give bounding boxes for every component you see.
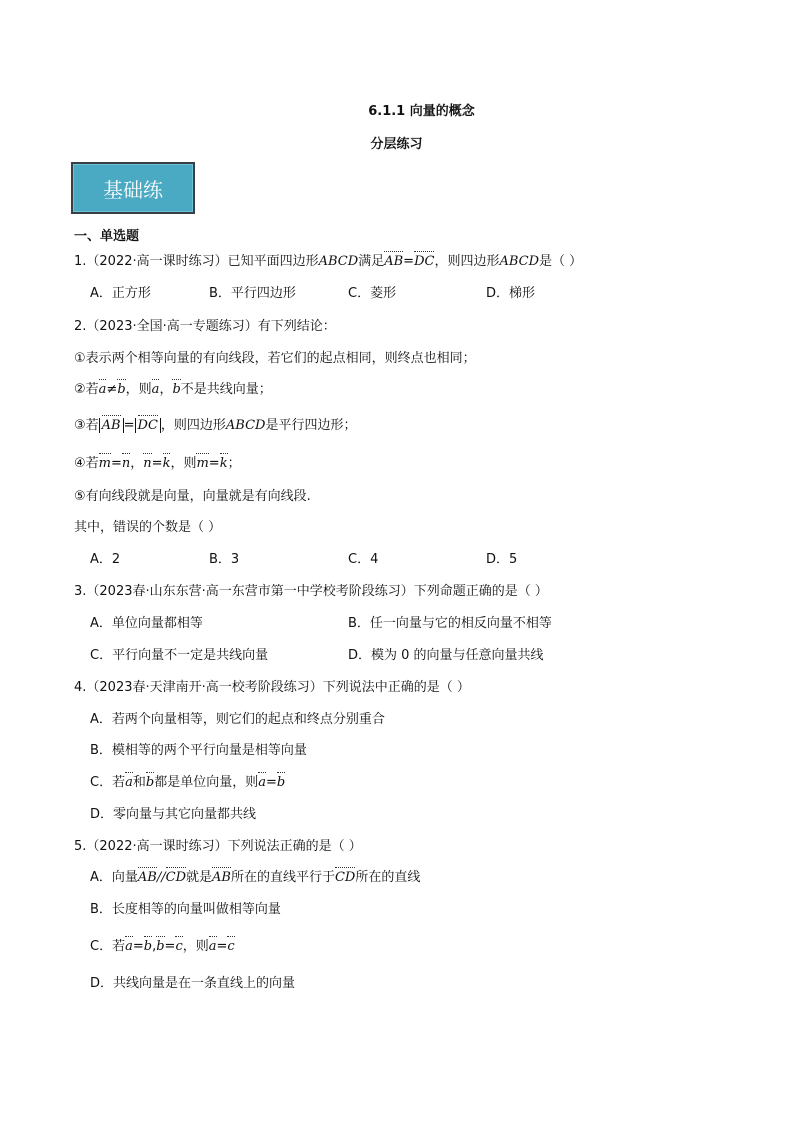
q2-statement-5: ⑤有向线段就是向量，向量就是有向线段. — [74, 489, 311, 504]
q2-s2-vector-a: a — [98, 382, 107, 397]
section-badge: 基础练 — [71, 162, 195, 214]
q2-statement-3 — [74, 414, 356, 433]
q5-c-vector-a: a — [125, 939, 133, 954]
q5-option-c[interactable] — [90, 935, 235, 954]
q5-option-d[interactable]: D．共线向量是在一条直线上的向量 — [90, 976, 296, 991]
q2-s3-quad-label: ABCD — [225, 418, 266, 433]
q2-s4-vector-n2: n — [143, 456, 152, 471]
q2-s4-comma: ， — [130, 456, 144, 471]
q2-s3-text-a: ③若 — [74, 418, 99, 433]
q2-s4-text-a: ④若 — [74, 456, 99, 471]
q1-option-a[interactable]: A．正方形 — [90, 286, 151, 301]
q2-s3-vector-ab: AB — [101, 418, 121, 433]
q1-text-mid: 满足 — [358, 254, 385, 269]
q4-c-text-a: C．若 — [90, 775, 126, 790]
q5-c-vector-c: c — [175, 939, 183, 954]
question-5-stem: 5.（2022·高一课时练习）下列说法正确的是（ ） — [74, 839, 362, 854]
q2-option-a[interactable]: A．2 — [90, 552, 121, 567]
page-subtitle: 分层练习 — [370, 137, 423, 152]
q2-s4-text-c: ； — [227, 456, 241, 471]
q1-vector-dc: DC — [414, 254, 435, 269]
q5-a-text-b: 就是 — [186, 870, 213, 885]
q5-c-vector-b2: b — [156, 939, 165, 954]
q5-a-text-c: 所在的直线平行于 — [230, 870, 335, 885]
q4-option-c[interactable] — [90, 771, 285, 790]
q4-option-a[interactable]: A．若两个向量相等，则它们的起点和终点分别重合 — [90, 712, 385, 727]
q2-option-b[interactable]: B．3 — [209, 552, 240, 567]
q1-quad-label: ABCD — [318, 254, 359, 269]
q2-s2-text-a: ②若 — [74, 382, 99, 397]
page-title: 6.1.1 向量的概念 — [368, 104, 475, 119]
q2-s3-abs-dc — [135, 418, 161, 433]
q2-s4-vector-n: n — [121, 456, 131, 471]
q2-s3-vector-dc: DC — [137, 418, 158, 433]
q2-s4-equals-2: = — [151, 456, 163, 471]
q2-s2-vector-a2: a — [151, 382, 160, 397]
q4-option-b[interactable]: B．模相等的两个平行向量是相等向量 — [90, 743, 307, 758]
q2-option-d[interactable]: D．5 — [486, 552, 518, 567]
q5-c-vector-b: b — [143, 939, 153, 954]
question-4-stem: 4.（2023春·天津南开·高一校考阶段练习）下列说法中正确的是（ ） — [74, 680, 470, 695]
q2-s4-vector-k2: k — [219, 456, 228, 471]
q5-c-equals-2: = — [164, 939, 176, 954]
q5-a-parallel: // — [156, 870, 166, 885]
q1-text-post: ，则四边形 — [434, 254, 500, 269]
q2-s3-text-b: ，则四边形 — [160, 418, 226, 433]
q1-equals: = — [403, 254, 415, 269]
q4-c-vector-b: b — [145, 775, 155, 790]
q3-option-b[interactable]: B．任一向量与它的相反向量不相等 — [348, 616, 552, 631]
q3-option-a[interactable]: A．单位向量都相等 — [90, 616, 203, 631]
q2-s2-not-equal: ≠ — [106, 382, 118, 397]
q4-c-vector-a: a — [125, 775, 133, 790]
q2-option-c[interactable]: C．4 — [348, 552, 379, 567]
q1-text-end: 是（ ） — [539, 254, 583, 269]
q3-option-c[interactable]: C．平行向量不一定是共线向量 — [90, 648, 269, 663]
q2-s3-equals: = — [123, 418, 135, 433]
q5-c-vector-a2: a — [208, 939, 217, 954]
q5-option-a[interactable] — [90, 866, 420, 885]
q1-option-c[interactable]: C．菱形 — [348, 286, 397, 301]
q5-a-vector-cd2: CD — [334, 870, 356, 885]
section-heading: 一、单选题 — [74, 229, 140, 244]
q2-s2-vector-b2: b — [172, 382, 181, 397]
q2-s4-equals-1: = — [110, 456, 122, 471]
q4-c-vector-a2: a — [258, 775, 266, 790]
q4-c-vector-b2: b — [276, 775, 286, 790]
q2-s2-text-d: 不是共线向量； — [180, 382, 272, 397]
q1-option-b[interactable]: B．平行四边形 — [209, 286, 296, 301]
q2-s2-text-c: ， — [159, 382, 173, 397]
q4-c-text-b: 和 — [132, 775, 146, 790]
q5-c-text-a: C．若 — [90, 939, 126, 954]
q2-s3-text-c: 是平行四边形； — [265, 418, 357, 433]
question-2-stem: 2.（2023·全国·高一专题练习）有下列结论： — [74, 319, 336, 334]
question-1-stem — [74, 250, 582, 269]
q2-tail: 其中，错误的个数是（ ） — [74, 520, 222, 535]
q5-a-text-a: A．向量 — [90, 870, 138, 885]
q5-a-vector-ab: AB — [137, 870, 157, 885]
q5-c-text-b: ，则 — [182, 939, 209, 954]
q2-s4-vector-m: m — [98, 456, 111, 471]
q4-c-text-c: 都是单位向量，则 — [154, 775, 259, 790]
q5-c-vector-c2: c — [227, 939, 235, 954]
q5-option-b[interactable]: B．长度相等的向量叫做相等向量 — [90, 902, 281, 917]
q2-s4-text-b: ，则 — [170, 456, 197, 471]
q2-s4-vector-k: k — [162, 456, 171, 471]
q2-s4-equals-3: = — [208, 456, 220, 471]
question-3-stem: 3.（2023春·山东东营·高一东营市第一中学校考阶段练习）下列命题正确的是（ ） — [74, 584, 548, 599]
q5-a-vector-ab2: AB — [212, 870, 231, 885]
q3-option-d[interactable]: D．模为 0 的向量与任意向量共线 — [348, 648, 544, 663]
q4-option-d[interactable]: D．零向量与其它向量都共线 — [90, 807, 257, 822]
q5-c-comma: , — [152, 939, 157, 954]
q2-s3-abs-ab — [99, 418, 124, 433]
q1-option-d[interactable]: D．梯形 — [486, 286, 536, 301]
q2-s2-vector-b: b — [117, 382, 126, 397]
q2-s2-text-b: ，则 — [125, 382, 152, 397]
q2-statement-2 — [74, 378, 272, 397]
q1-text-pre: 1.（2022·高一课时练习）已知平面四边形 — [74, 254, 319, 269]
q5-c-equals-3: = — [216, 939, 228, 954]
q5-a-vector-cd: CD — [165, 870, 186, 885]
q1-vector-ab: AB — [384, 254, 404, 269]
q2-statement-1: ①表示两个相等向量的有向线段，若它们的起点相同，则终点也相同； — [74, 351, 476, 366]
q2-statement-4 — [74, 452, 241, 471]
q5-c-equals-1: = — [132, 939, 144, 954]
q2-s4-vector-m2: m — [196, 456, 209, 471]
q4-c-equals: = — [265, 775, 277, 790]
q5-a-text-d: 所在的直线 — [355, 870, 421, 885]
q1-quad-label-2: ABCD — [499, 254, 540, 269]
